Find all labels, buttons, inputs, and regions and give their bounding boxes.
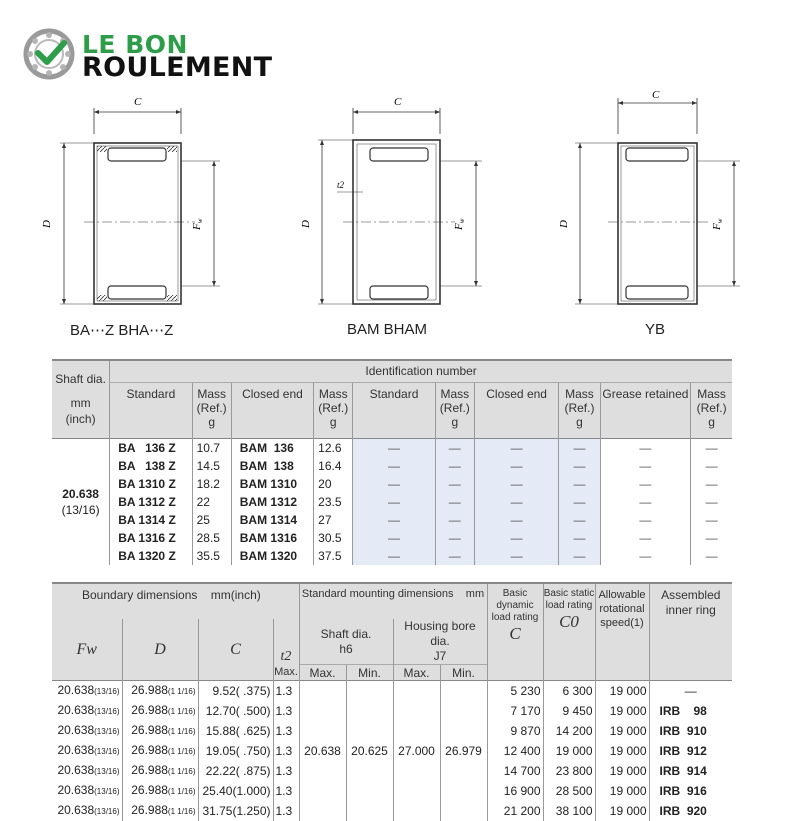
- stat-value: 19 000: [543, 741, 595, 761]
- closed-number: BAM 1314: [231, 511, 313, 529]
- closed-mass: 30.5: [314, 529, 353, 547]
- std-number: BA 1314 Z: [110, 511, 192, 529]
- std-number: BA 1320 Z: [110, 547, 192, 565]
- std-mass: 25: [192, 511, 231, 529]
- stat-value: 14 200: [543, 721, 595, 741]
- empty-cell: —: [474, 438, 558, 457]
- col-closed-end-2: Closed end: [474, 382, 558, 438]
- t2-value: 1.3: [273, 721, 299, 741]
- c-header: C: [198, 619, 273, 681]
- speed-header: Allowable rotational speed(1): [595, 583, 649, 681]
- col-grease-retained: Grease retained: [600, 382, 691, 438]
- inner-ring-value: IRB 914: [649, 761, 732, 781]
- d-value: [122, 761, 198, 781]
- d-inch: (1 1/16): [168, 807, 196, 816]
- t2-value: 1.3: [273, 681, 299, 702]
- shaft-header: Shaft dia.: [300, 627, 393, 642]
- dyn-value: 21 200: [487, 801, 543, 821]
- dyn-value: 16 900: [487, 781, 543, 801]
- dim-c-label-3: C: [652, 89, 660, 101]
- empty-cell: —: [600, 475, 691, 493]
- dimensions-table: [52, 582, 732, 821]
- d-inch: (1 1/16): [168, 747, 196, 756]
- empty-cell: —: [600, 511, 691, 529]
- fw-inch: (13/16): [94, 807, 119, 816]
- fw-inch: (13/16): [94, 787, 119, 796]
- empty-cell: —: [691, 475, 732, 493]
- d-inch: (1 1/16): [168, 707, 196, 716]
- empty-cell: —: [435, 529, 474, 547]
- d-value: [122, 721, 198, 741]
- d-value: [122, 781, 198, 801]
- col-mass-ref-4: (Ref.): [559, 401, 599, 415]
- rpm-value: 19 000: [595, 741, 649, 761]
- empty-cell: —: [559, 438, 600, 457]
- empty-cell: —: [559, 493, 600, 511]
- d-inch: (1 1/16): [168, 687, 196, 696]
- empty-cell: —: [691, 438, 732, 457]
- empty-cell: —: [353, 475, 435, 493]
- col-standard: Standard: [110, 382, 192, 438]
- empty-cell: —: [435, 457, 474, 475]
- drawing-bam: [300, 96, 482, 304]
- empty-cell: —: [353, 511, 435, 529]
- dyn-value: 12 400: [487, 741, 543, 761]
- c-value: 12.70( .500): [198, 701, 273, 721]
- t2-value: 1.3: [273, 801, 299, 821]
- closed-mass: 16.4: [314, 457, 353, 475]
- shaft-mm-header: mm: [52, 395, 109, 411]
- std-mass: 14.5: [192, 457, 231, 475]
- empty-cell: —: [691, 529, 732, 547]
- dyn-value: 9 870: [487, 721, 543, 741]
- col-mass-ref-2: (Ref.): [314, 401, 352, 415]
- std-mass: 28.5: [192, 529, 231, 547]
- identification-row: [52, 475, 732, 493]
- d-inch: (1 1/16): [168, 787, 196, 796]
- d-number: 26.988: [131, 723, 168, 737]
- d-value: [122, 741, 198, 761]
- dim-d-label-3: D: [558, 220, 570, 229]
- stat-value: 23 800: [543, 761, 595, 781]
- empty-cell: —: [474, 493, 558, 511]
- empty-cell: —: [559, 547, 600, 565]
- col-mass-2: Mass: [314, 387, 352, 401]
- empty-cell: —: [435, 438, 474, 457]
- fw-value: [52, 721, 122, 741]
- identification-rows: [52, 438, 732, 565]
- boundary-header: Boundary dimensions: [82, 588, 197, 602]
- col-mass-3: Mass: [436, 387, 474, 401]
- housing-header: Housing bore dia.: [394, 619, 487, 649]
- d-inch: (1 1/16): [168, 727, 196, 736]
- shaft-max: 20.638: [299, 681, 346, 821]
- fw-number: 20.638: [57, 723, 94, 737]
- closed-mass: 23.5: [314, 493, 353, 511]
- brand-line2: ROULEMENT: [82, 52, 272, 83]
- fw-value: [52, 741, 122, 761]
- shaft-value: 20.638: [52, 486, 109, 502]
- closed-number: BAM 138: [231, 457, 313, 475]
- t2-max: Max.: [273, 665, 299, 681]
- empty-cell: —: [435, 547, 474, 565]
- dim-d-label: D: [41, 220, 53, 229]
- housing-max-header: Max.: [393, 665, 440, 681]
- empty-cell: —: [474, 547, 558, 565]
- closed-number: BAM 1310: [231, 475, 313, 493]
- shaft-inch-header: (inch): [52, 411, 109, 427]
- boundary-unit: mm(inch): [211, 588, 261, 602]
- identification-row: [52, 457, 732, 475]
- closed-number: BAM 1316: [231, 529, 313, 547]
- d-inch: (1 1/16): [168, 767, 196, 776]
- empty-cell: —: [353, 547, 435, 565]
- c-value: 25.40(1.000): [198, 781, 273, 801]
- empty-cell: —: [559, 457, 600, 475]
- col-closed-end: Closed end: [231, 382, 313, 438]
- stat-value: 38 100: [543, 801, 595, 821]
- fw-inch: (13/16): [94, 747, 119, 756]
- std-number: BA 136 Z: [110, 438, 192, 457]
- c-value: 31.75(1.250): [198, 801, 273, 821]
- col-mass: Mass: [193, 387, 231, 401]
- d-value: [122, 801, 198, 821]
- identification-row: [52, 493, 732, 511]
- inner-ring-value: IRB 912: [649, 741, 732, 761]
- fw-inch: (13/16): [94, 707, 119, 716]
- t2-value: 1.3: [273, 781, 299, 801]
- empty-cell: —: [600, 438, 691, 457]
- drawing-yb: [558, 89, 740, 304]
- dim-t2-label: t2: [337, 180, 345, 190]
- identification-row: [52, 511, 732, 529]
- col-mass-ref-3: (Ref.): [436, 401, 474, 415]
- stat-value: 6 300: [543, 681, 595, 702]
- empty-cell: —: [435, 493, 474, 511]
- stat-value: 28 500: [543, 781, 595, 801]
- fw-value: [52, 801, 122, 821]
- identification-row: [52, 529, 732, 547]
- closed-mass: 20: [314, 475, 353, 493]
- bearing-drawings: [0, 88, 800, 358]
- fw-value: [52, 681, 122, 702]
- mounting-unit: mm: [466, 588, 484, 600]
- fw-number: 20.638: [57, 743, 94, 757]
- dim-c-label: C: [134, 96, 142, 108]
- col-mass-unit-4: g: [559, 415, 599, 429]
- empty-cell: —: [691, 547, 732, 565]
- t2-header: t2: [273, 619, 299, 665]
- identification-row: [52, 438, 732, 457]
- stat-symbol: C0: [544, 616, 595, 628]
- dim-fw-label: Fw: [191, 218, 204, 231]
- empty-cell: —: [600, 493, 691, 511]
- fw-value: [52, 701, 122, 721]
- col-mass-ref: (Ref.): [193, 401, 231, 415]
- caption-bam: BAM BHAM: [347, 321, 427, 338]
- std-mass: 10.7: [192, 438, 231, 457]
- inner-ring-value: IRB 916: [649, 781, 732, 801]
- identification-header: Identification number: [110, 360, 732, 382]
- shaft-min: 20.625: [346, 681, 393, 821]
- housing-min-header: Min.: [440, 665, 487, 681]
- d-value: [122, 681, 198, 702]
- d-number: 26.988: [131, 743, 168, 757]
- dyn-rating-header: Basic dynamic load rating: [488, 588, 543, 624]
- col-mass-5: Mass: [691, 387, 732, 401]
- empty-cell: —: [474, 475, 558, 493]
- rpm-value: 19 000: [595, 701, 649, 721]
- shaft-max-header: Max.: [299, 665, 346, 681]
- housing-max: 27.000: [393, 681, 440, 821]
- t2-value: 1.3: [273, 701, 299, 721]
- empty-cell: —: [559, 511, 600, 529]
- c-value: 19.05( .750): [198, 741, 273, 761]
- d-number: 26.988: [131, 803, 168, 817]
- empty-cell: —: [600, 529, 691, 547]
- caption-ba-z: BA⋯Z BHA⋯Z: [70, 321, 173, 339]
- empty-cell: —: [559, 529, 600, 547]
- rpm-value: 19 000: [595, 681, 649, 702]
- dimension-row: [52, 681, 732, 702]
- std-number: BA 1310 Z: [110, 475, 192, 493]
- inner-ring-value: IRB 910: [649, 721, 732, 741]
- identification-table: [52, 359, 732, 565]
- col-mass-ref-5: (Ref.): [691, 401, 732, 415]
- housing-tol: J7: [394, 649, 487, 664]
- inner-ring-value: —: [649, 681, 732, 702]
- empty-cell: —: [435, 475, 474, 493]
- c-value: 15.88( .625): [198, 721, 273, 741]
- shaft-dia-header: Shaft dia.: [52, 371, 109, 387]
- empty-cell: —: [691, 511, 732, 529]
- dyn-value: 14 700: [487, 761, 543, 781]
- closed-mass: 37.5: [314, 547, 353, 565]
- fw-number: 20.638: [57, 803, 94, 817]
- empty-cell: —: [353, 529, 435, 547]
- empty-cell: —: [559, 475, 600, 493]
- fw-number: 20.638: [57, 763, 94, 777]
- closed-mass: 12.6: [314, 438, 353, 457]
- col-mass-unit-5: g: [691, 415, 732, 429]
- empty-cell: —: [474, 529, 558, 547]
- empty-cell: —: [691, 493, 732, 511]
- std-number: BA 138 Z: [110, 457, 192, 475]
- rpm-value: 19 000: [595, 801, 649, 821]
- d-number: 26.988: [131, 763, 168, 777]
- fw-value: [52, 781, 122, 801]
- col-standard-2: Standard: [353, 382, 435, 438]
- mounting-header: Standard mounting dimensions: [302, 588, 454, 600]
- d-number: 26.988: [131, 783, 168, 797]
- drawing-ba-z: [41, 96, 220, 304]
- fw-number: 20.638: [57, 703, 94, 717]
- std-mass: 35.5: [192, 547, 231, 565]
- housing-min: 26.979: [440, 681, 487, 821]
- c-value: 9.52( .375): [198, 681, 273, 702]
- empty-cell: —: [691, 457, 732, 475]
- stat-rating-header: Basic static load rating: [544, 588, 595, 612]
- fw-value: [52, 761, 122, 781]
- empty-cell: —: [474, 457, 558, 475]
- shaft-min-header: Min.: [346, 665, 393, 681]
- inner-ring-value: IRB 98: [649, 701, 732, 721]
- dim-d-label-2: D: [300, 220, 312, 229]
- identification-row: [52, 547, 732, 565]
- closed-mass: 27: [314, 511, 353, 529]
- bearing-check-icon: [22, 26, 82, 86]
- brand-line1: LE BON: [82, 30, 188, 59]
- d-number: 26.988: [131, 683, 168, 697]
- empty-cell: —: [353, 493, 435, 511]
- c-value: 22.22( .875): [198, 761, 273, 781]
- dim-c-label-2: C: [394, 96, 402, 108]
- fw-inch: (13/16): [94, 687, 119, 696]
- fw-header: Fw: [52, 619, 122, 681]
- d-header: D: [122, 619, 198, 681]
- inner-ring-value: IRB 920: [649, 801, 732, 821]
- rpm-value: 19 000: [595, 721, 649, 741]
- std-number: BA 1316 Z: [110, 529, 192, 547]
- d-number: 26.988: [131, 703, 168, 717]
- dyn-value: 7 170: [487, 701, 543, 721]
- rpm-value: 19 000: [595, 761, 649, 781]
- dyn-value: 5 230: [487, 681, 543, 702]
- col-mass-unit-2: g: [314, 415, 352, 429]
- empty-cell: —: [600, 457, 691, 475]
- col-mass-unit-3: g: [436, 415, 474, 429]
- inner-ring-header: Assembled inner ring: [649, 583, 732, 681]
- std-mass: 18.2: [192, 475, 231, 493]
- empty-cell: —: [353, 438, 435, 457]
- closed-number: BAM 1312: [231, 493, 313, 511]
- col-mass-4: Mass: [559, 387, 599, 401]
- rpm-value: 19 000: [595, 781, 649, 801]
- empty-cell: —: [474, 511, 558, 529]
- fw-number: 20.638: [57, 683, 94, 697]
- t2-value: 1.3: [273, 741, 299, 761]
- dyn-symbol: C: [488, 628, 543, 640]
- fw-number: 20.638: [57, 783, 94, 797]
- dim-fw-label-2: Fw: [453, 218, 466, 231]
- fw-inch: (13/16): [94, 727, 119, 736]
- d-value: [122, 701, 198, 721]
- caption-yb: YB: [645, 321, 665, 338]
- std-number: BA 1312 Z: [110, 493, 192, 511]
- t2-value: 1.3: [273, 761, 299, 781]
- shaft-inch: (13/16): [52, 502, 109, 518]
- empty-cell: —: [353, 457, 435, 475]
- std-mass: 22: [192, 493, 231, 511]
- dim-fw-label-3: Fw: [711, 218, 724, 231]
- closed-number: BAM 136: [231, 438, 313, 457]
- stat-value: 9 450: [543, 701, 595, 721]
- closed-number: BAM 1320: [231, 547, 313, 565]
- col-mass-unit: g: [193, 415, 231, 429]
- shaft-tol: h6: [300, 642, 393, 657]
- empty-cell: —: [435, 511, 474, 529]
- fw-inch: (13/16): [94, 767, 119, 776]
- empty-cell: —: [600, 547, 691, 565]
